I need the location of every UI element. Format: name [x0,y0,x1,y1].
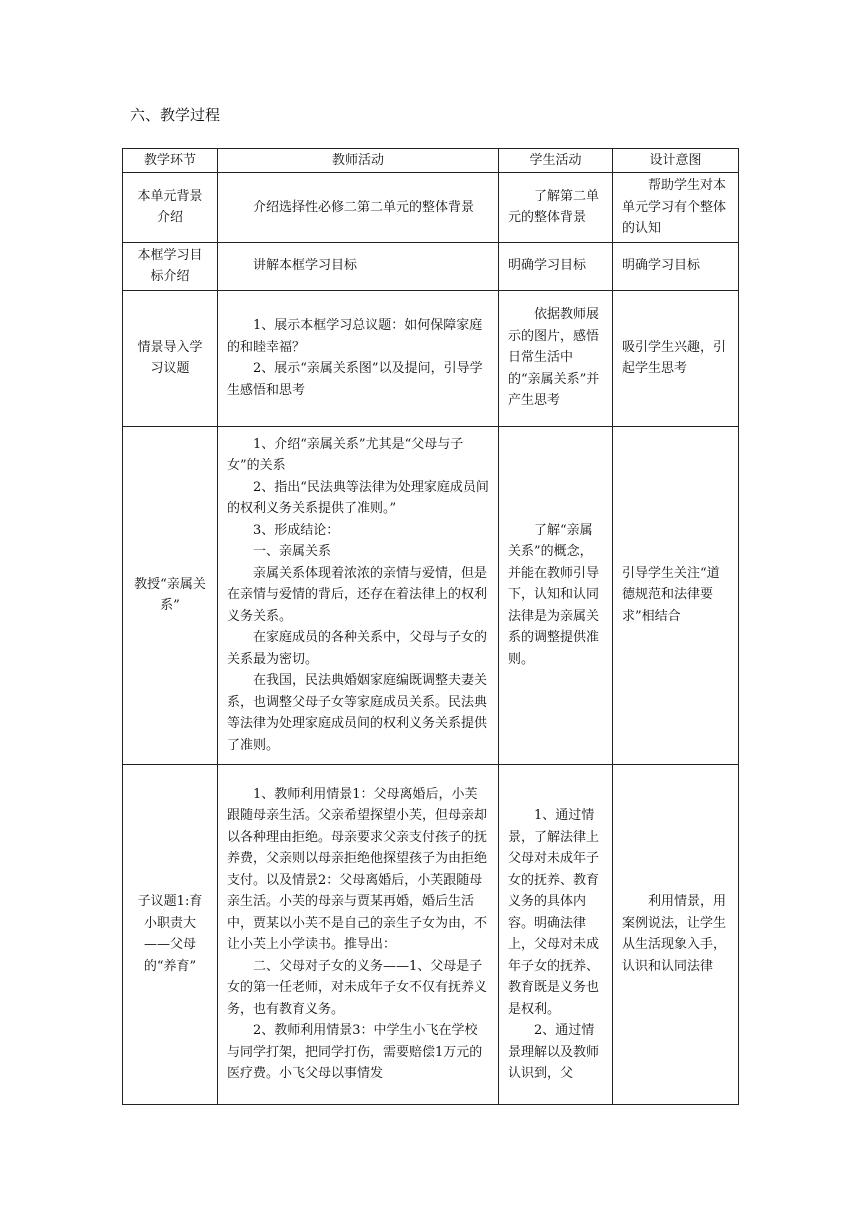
teacher-paragraph: 1、展示本框学习总议题：如何保障家庭的和睦幸福？ [227,318,483,355]
design-intent-cell: 引导学生关注“道德规范和法律要求”相结合 [613,426,739,764]
header-stage: 教学环节 [123,149,218,173]
teacher-paragraph: 一、亲属关系 [253,544,332,560]
student-paragraph: 了解“亲属关系”的概念，并能在教师引导下，认知和认同法律是为亲属关系的调整提供准则。 [508,522,600,667]
teacher-paragraph: 在家庭成员的各种关系中，父母与子女的关系最为密切。 [227,630,488,667]
student-activity-cell [499,290,613,426]
teacher-paragraph: 2、教师利用情景3：中学生小飞在学校与同学打架，把同学打伤，需要赔偿1万元的医疗费。小飞父母以事情发 [227,1023,483,1081]
teacher-paragraph: 1、教师利用情景1：父母离婚后，小芙跟随母亲生活。父亲希望探望小芙，但母亲却以各种理由拒绝。母亲要求父亲支付孩子的抚养费，父亲则以母亲拒绝他探望孩子为由拒绝支付。以及情景2：父母离婚后，小芙跟随母亲生活。小芙的母亲与贾某再婚，婚后生活中，贾某以小芙不是自己的亲生子女为由，不让小芙上小学读书。推导出： [227,786,488,952]
student-paragraph: 了解第二单元的整体背景 [508,188,600,226]
teacher-activity-cell [218,764,499,1104]
teaching-process-table [122,148,739,1105]
table-header-row [123,149,739,173]
teacher-paragraph: 二、父母对子女的义务——1、父母是子女的第一任老师，对未成年子女不仅有抚养义务，也有教育义务。 [227,958,488,1017]
header-teacher-activity: 教师活动 [218,149,499,173]
teacher-paragraph: 介绍选择性必修二第二单元的整体背景 [253,199,475,215]
student-activity-cell [499,764,613,1104]
table-row [123,290,739,426]
table-row [123,764,739,1104]
student-paragraph: 依据教师展示的图片，感悟日常生活中的“亲属关系”并产生思考 [508,307,600,409]
intent-paragraph: 利用情景，用案例说法，让学生从生活现象入手，认识和认同法律 [622,894,727,974]
student-paragraph: 2、通过情景理解以及教师认识到，父 [508,1023,600,1082]
intent-paragraph: 帮助学生对本单元学习有个整体的认知 [622,178,727,236]
stage-cell: 本框学习目标介绍 [123,242,218,290]
teacher-activity-cell [218,242,499,290]
teacher-paragraph: 亲属关系体现着浓浓的亲情与爱情，但是在亲情与爱情的背后，还存在着法律上的权利义务关系。 [227,565,488,624]
teacher-activity-cell [218,173,499,243]
design-intent-cell: 明确学习目标 [613,242,739,290]
teacher-paragraph: 3、形成结论： [253,522,340,538]
design-intent-cell [613,173,739,243]
design-intent-cell: 吸引学生兴趣，引起学生思考 [613,290,739,426]
teacher-paragraph: 在我国，民法典婚姻家庭编既调整夫妻关系，也调整父母子女等家庭成员关系。民法典等法律为处理家庭成员间的权利义务关系提供了准则。 [227,673,488,753]
teacher-activity-cell [218,426,499,764]
design-intent-cell [613,764,739,1104]
student-activity-cell [499,173,613,243]
teacher-activity-cell [218,290,499,426]
table-row [123,426,739,764]
teacher-paragraph: 1、介绍“亲属关系”尤其是“父母与子女”的关系 [227,436,464,474]
stage-cell: 本单元背景介绍 [123,173,218,243]
teacher-paragraph: 2、指出“民法典等法律为处理家庭成员间的权利义务关系提供了准则。” [227,479,489,517]
student-activity-cell [499,426,613,764]
table-row [123,173,739,243]
header-design-intent: 设计意图 [613,149,739,173]
section-title: 六、教学过程 [130,106,221,124]
stage-cell: 教授“亲属关系” [123,426,218,764]
student-activity-cell: 明确学习目标 [499,242,613,290]
header-student-activity: 学生活动 [499,149,613,173]
teacher-paragraph: 2、展示“亲属关系图”以及提问，引导学生感悟和思考 [227,361,483,398]
table-row [123,242,739,290]
stage-cell: 情景导入学习议题 [123,290,218,426]
teacher-paragraph: 讲解本框学习目标 [253,258,358,274]
student-paragraph: 1、通过情景，了解法律上父母对未成年子女的抚养、教育义务的具体内容。明确法律上，父母对未成年子女的抚养、教育既是义务也是权利。 [508,808,600,1017]
stage-cell: 子议题1:育小职责大——父母的“养育” [123,764,218,1104]
